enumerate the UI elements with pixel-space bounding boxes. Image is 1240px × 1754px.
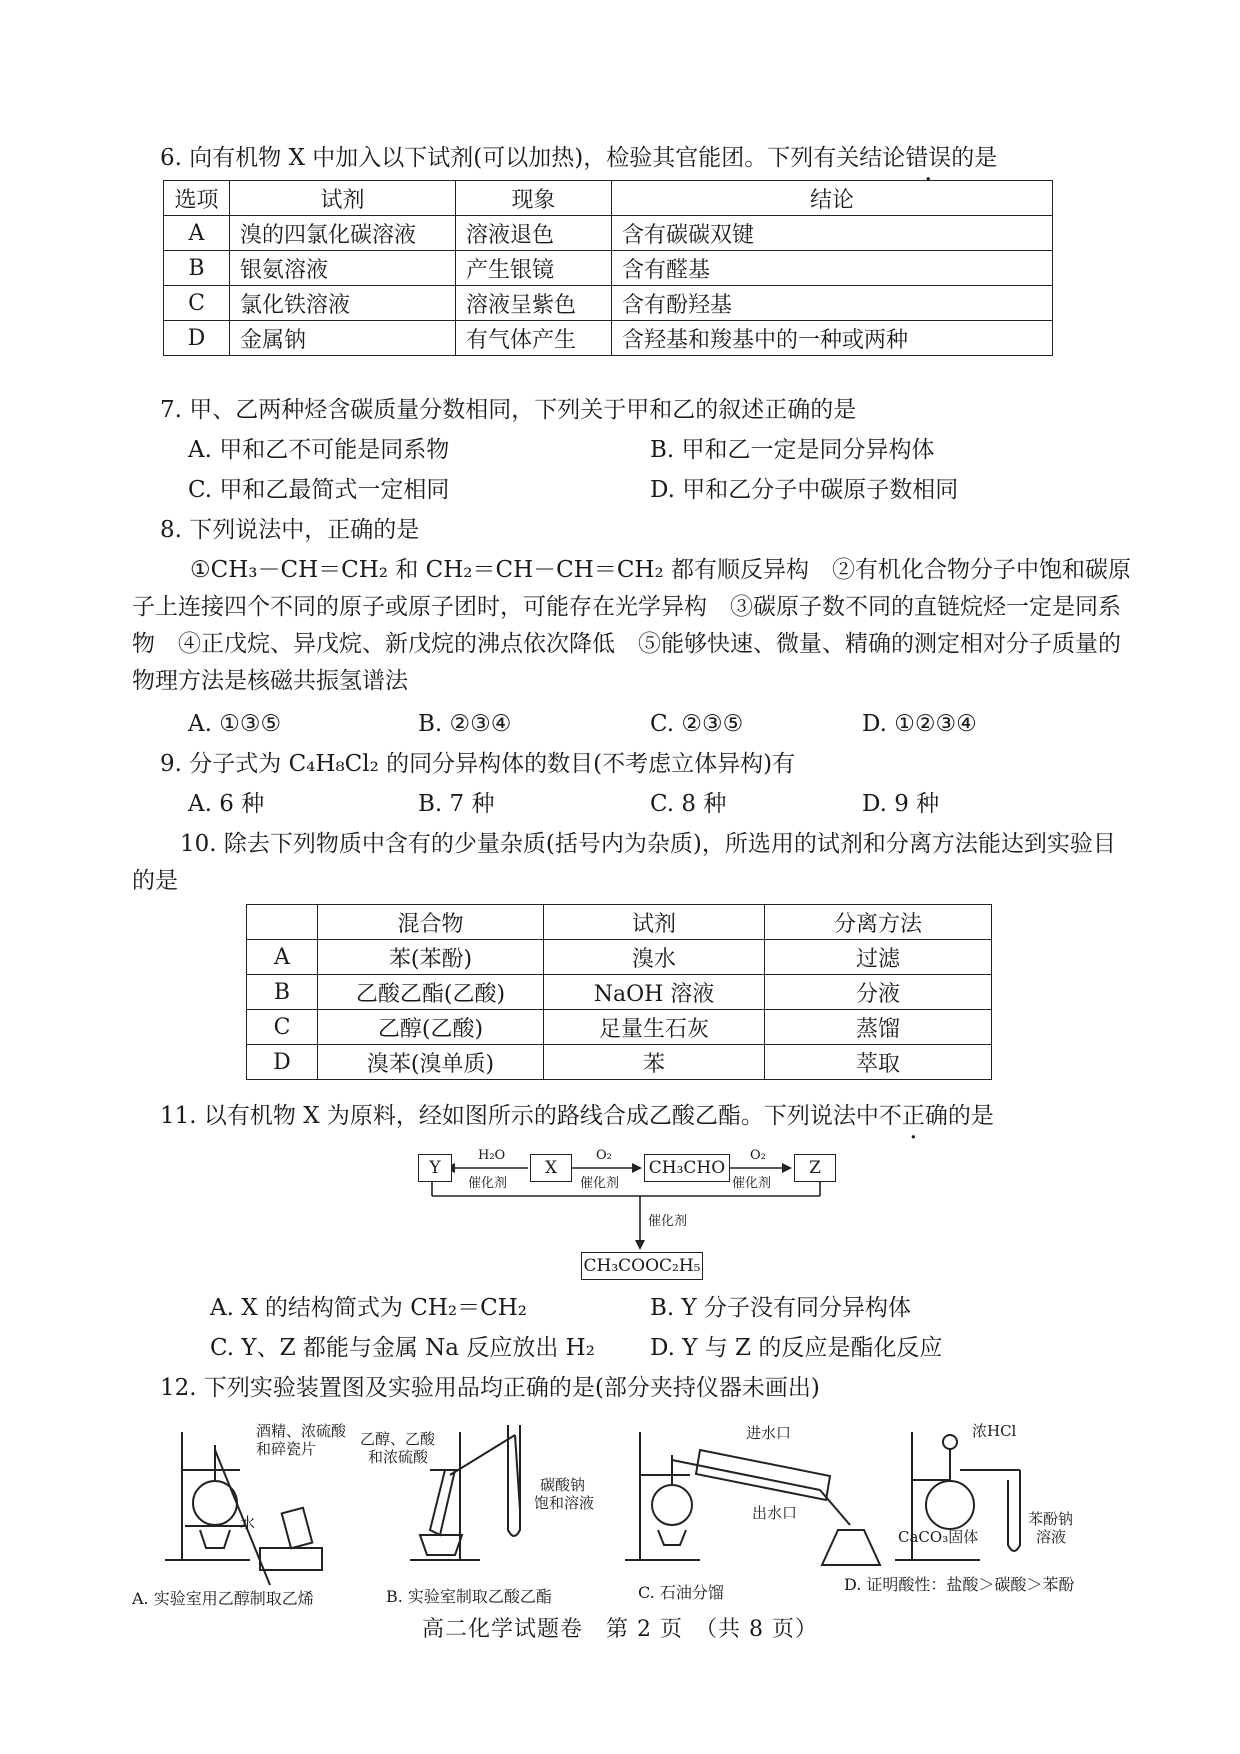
table-cell: 产生银镜 (456, 251, 612, 286)
q11-option-a: A. X 的结构简式为 CH₂＝CH₂ (210, 1295, 527, 1321)
q11-stem-text: 11. 以有机物 X 为原料，经如图所示的路线合成乙酸乙酯。下列说法中 (160, 1103, 879, 1129)
q9-option-a: A. 6 种 (188, 791, 265, 817)
table-cell: 含有碳碳双键 (612, 216, 1053, 251)
q8-option-d: D. ①②③④ (862, 711, 977, 737)
table-header-cell: 试剂 (544, 905, 765, 940)
q7-stem: 7. 甲、乙两种烃含碳质量分数相同，下列关于甲和乙的叙述正确的是 (160, 397, 857, 423)
table-cell: A (164, 216, 230, 251)
arrow-label-o2-2: O₂ (750, 1148, 766, 1163)
q8-option-c: C. ②③⑤ (650, 711, 744, 737)
table-cell: 足量生石灰 (544, 1010, 765, 1045)
label-b-sulfuric: 和浓硫酸 (368, 1448, 429, 1466)
table-cell: 含羟基和羧基中的一种或两种 (612, 321, 1053, 356)
q8-stem: 8. 下列说法中，正确的是 (160, 517, 420, 543)
table-cell: 分液 (765, 975, 992, 1010)
label-d-caco3: CaCO₃固体 (898, 1528, 979, 1546)
table-cell: 溴苯(溴单质) (318, 1045, 544, 1080)
table-cell: 溴水 (544, 940, 765, 975)
arrow-label-catalyst-4: 催化剂 (648, 1214, 688, 1229)
table-header-cell: 试剂 (230, 181, 456, 216)
table-cell: A (247, 940, 318, 975)
q7-option-a: A. 甲和乙不可能是同系物 (188, 437, 450, 463)
table-cell: 萃取 (765, 1045, 992, 1080)
table-header-cell: 分离方法 (765, 905, 992, 940)
table-cell: B (247, 975, 318, 1010)
table-cell: 溴的四氯化碳溶液 (230, 216, 456, 251)
q8-option-a: A. ①③⑤ (188, 711, 282, 737)
table-cell: 金属钠 (230, 321, 456, 356)
scheme-box-z: Z (794, 1154, 836, 1182)
q11-stem-emphasis: 不正确 (878, 1103, 948, 1129)
table-header-cell: 现象 (456, 181, 612, 216)
q8-body: ①CH₃－CH＝CH₂ 和 CH₂＝CH－CH＝CH₂ 都有顺反异构 ②有机化合物分子中饱和碳原子上连接四个不同的原子或原子团时，可能存在光学异构 ③碳原子数不同的直链烷烃一定是同系物 ④正戊烷、异戊烷、新戊烷的沸点依次降低 ⑤能够快速、微量、精确的测定相对分子质量的物理方法是核磁共振氢谱法 (132, 557, 1132, 694)
q11-option-b: B. Y 分子没有同分异构体 (650, 1295, 912, 1321)
label-d-solution: 溶液 (1036, 1528, 1067, 1546)
q8-option-b: B. ②③④ (418, 711, 512, 737)
page-footer: 高二化学试题卷 第 2 页 （共 8 页） (422, 1617, 818, 1642)
table-cell: 溶液退色 (456, 216, 612, 251)
caption-apparatus-b: B. 实验室制取乙酸乙酯 (386, 1587, 552, 1606)
q11-option-d: D. Y 与 Z 的反应是酯化反应 (650, 1335, 943, 1361)
table-cell: 含有酚羟基 (612, 286, 1053, 321)
table-cell: D (247, 1045, 318, 1080)
table-cell: C (164, 286, 230, 321)
table-cell: 乙酸乙酯(乙酸) (318, 975, 544, 1010)
scheme-box-ethyl-acetate: CH₃COOC₂H₅ (581, 1252, 703, 1280)
table-header-cell: 混合物 (318, 905, 544, 940)
scheme-box-x: X (530, 1154, 572, 1182)
q10-stem: 10. 除去下列物质中含有的少量杂质(括号内为杂质)，所选用的试剂和分离方法能达到实验目的是 (132, 831, 1116, 894)
table-cell: 乙醇(乙酸) (318, 1010, 544, 1045)
label-d-hcl: 浓HCl (972, 1422, 1017, 1440)
arrow-label-o2-1: O₂ (596, 1148, 612, 1163)
q7-option-c: C. 甲和乙最简式一定相同 (188, 477, 450, 503)
label-c-water-inlet: 进水口 (746, 1424, 792, 1442)
table-cell: 苯(苯酚) (318, 940, 544, 975)
table-cell: D (164, 321, 230, 356)
scheme-box-acetaldehyde: CH₃CHO (644, 1154, 730, 1182)
q6-stem-emphasis: 错误 (905, 145, 952, 171)
arrow-label-catalyst-3: 催化剂 (732, 1176, 772, 1191)
q6-stem-tail: 的是 (951, 145, 998, 171)
caption-apparatus-a: A. 实验室用乙醇制取乙烯 (132, 1589, 314, 1608)
q11-option-c: C. Y、Z 都能与金属 Na 反应放出 H₂ (210, 1335, 595, 1361)
table-cell: 过滤 (765, 940, 992, 975)
label-a-porcelain: 和碎瓷片 (256, 1440, 317, 1458)
table-cell: 氯化铁溶液 (230, 286, 456, 321)
q9-stem: 9. 分子式为 C₄H₈Cl₂ 的同分异构体的数目(不考虑立体异构)有 (160, 751, 796, 777)
label-a-water: 水 (240, 1514, 256, 1532)
q9-option-d: D. 9 种 (862, 791, 940, 817)
table-cell: 银氨溶液 (230, 251, 456, 286)
table-header-cell: 选项 (164, 181, 230, 216)
table-header-cell: 结论 (612, 181, 1053, 216)
arrow-label-catalyst-1: 催化剂 (468, 1176, 508, 1191)
table-cell: 溶液呈紫色 (456, 286, 612, 321)
scheme-box-y: Y (418, 1154, 452, 1182)
label-b-ethanol-acetic: 乙醇、乙酸 (360, 1430, 436, 1448)
q12-stem: 12. 下列实验装置图及实验用品均正确的是(部分夹持仪器未画出) (160, 1375, 820, 1401)
q7-option-b: B. 甲和乙一定是同分异构体 (650, 437, 935, 463)
arrow-label-h2o: H₂O (478, 1148, 506, 1163)
table-cell: B (164, 251, 230, 286)
table-cell: C (247, 1010, 318, 1045)
table-cell: 含有醛基 (612, 251, 1053, 286)
label-a-ethanol-sulfuric: 酒精、浓硫酸 (256, 1422, 347, 1440)
q11-stem-tail: 的是 (947, 1103, 994, 1129)
q6-stem-text: 6. 向有机物 X 中加入以下试剂(可以加热)，检验其官能团。下列有关结论 (160, 145, 906, 171)
label-c-water-outlet: 出水口 (752, 1504, 798, 1522)
table-cell: 蒸馏 (765, 1010, 992, 1045)
label-b-saturated-solution: 饱和溶液 (534, 1494, 595, 1512)
q7-option-d: D. 甲和乙分子中碳原子数相同 (650, 477, 959, 503)
label-d-phenoxide: 苯酚钠 (1028, 1510, 1074, 1528)
q9-option-c: C. 8 种 (650, 791, 727, 817)
table-cell: NaOH 溶液 (544, 975, 765, 1010)
label-b-sodium-carbonate: 碳酸钠 (540, 1476, 586, 1494)
caption-apparatus-d: D. 证明酸性：盐酸＞碳酸＞苯酚 (844, 1575, 1075, 1594)
table-cell: 有气体产生 (456, 321, 612, 356)
caption-apparatus-c: C. 石油分馏 (638, 1583, 724, 1602)
arrow-label-catalyst-2: 催化剂 (580, 1176, 620, 1191)
q9-option-b: B. 7 种 (418, 791, 495, 817)
table-cell: 苯 (544, 1045, 765, 1080)
